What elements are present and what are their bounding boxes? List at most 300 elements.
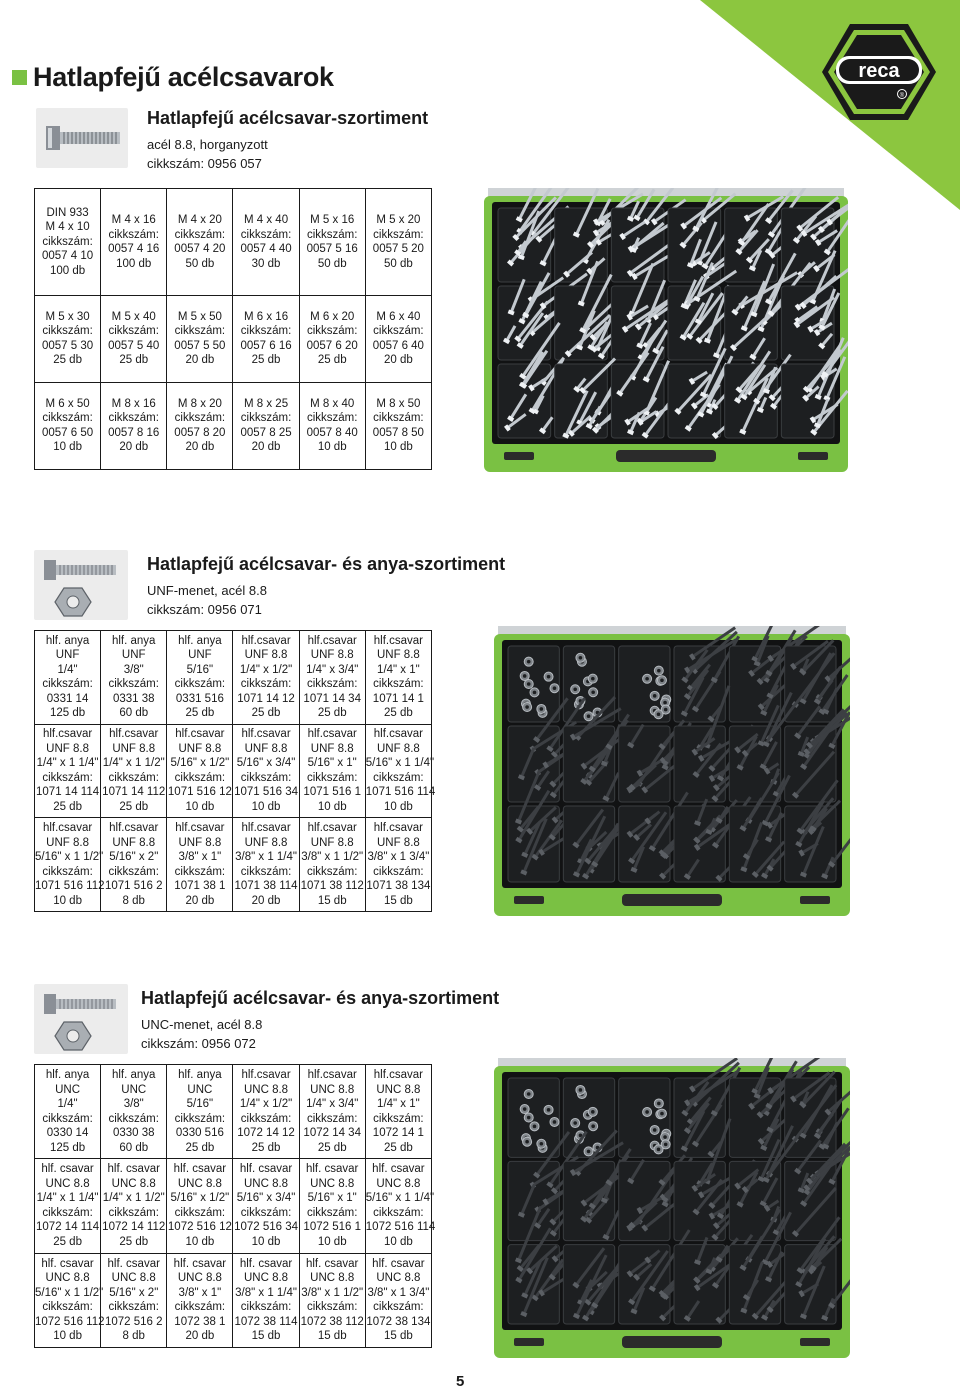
cell-line: 1071 14 112 [102,786,166,799]
cell-line: 25 db [251,354,281,367]
cell-line: 20 db [185,894,215,907]
case-latch [800,896,830,904]
table-cell [365,296,431,383]
cell-line: cikkszám: [42,1301,93,1314]
cell-line: 1072 516 12 [167,1221,232,1234]
cell-line: 1/4" x 1/2" [239,663,293,676]
table-cell [35,1065,101,1159]
table-cell [35,296,101,383]
cell-line: UNF 8.8 [310,836,354,849]
cell-line: cikkszám: [174,1112,226,1125]
cell-line: hlf. csavar [372,1163,425,1176]
cell-line: 10 db [317,441,347,454]
cell-line: 25 db [53,354,82,367]
cell-line: cikkszám: [306,228,358,241]
cell-line: hlf. anya [111,634,156,647]
cell-line: 10 db [384,441,413,454]
cell-line: 1071 38 1 [174,880,226,893]
table-cell [101,296,167,383]
cell-line: 20 db [251,894,281,907]
table-row [35,1065,432,1159]
cell-line: cikkszám: [373,678,424,691]
table-cell [299,1159,365,1253]
table-cell [365,1159,436,1253]
cell-line: 0057 6 40 [372,339,424,352]
cell-line: cikkszám: [108,1206,159,1219]
cell-line: hlf. csavar [372,1257,425,1270]
cell-line: cikkszám: [306,771,358,784]
cell-line: UNC 8.8 [243,1272,289,1285]
cell-line: 5/16" x 1 1/4" [365,757,435,770]
cell-line: 125 db [49,707,86,720]
table-cell [101,631,167,725]
cell-line: 25 db [251,707,281,720]
cell-line: cikkszám: [108,678,159,691]
cell-line: M 5 x 50 [177,310,222,323]
cell-line: 1071 38 112 [300,880,364,893]
cell-line: 60 db [119,707,149,720]
cell-line: hlf. csavar [305,1257,359,1270]
cell-line: hlf.csavar [109,822,159,835]
cell-line: 1/4" x 3/4" [306,663,359,676]
table-cell [365,1253,431,1347]
cell-line: hlf.csavar [307,822,357,835]
cell-line: M 6 x 16 [243,310,289,323]
assortment-case-1-image [484,188,848,472]
cell-line: UNF 8.8 [376,836,420,849]
case-latch [514,1338,544,1346]
cell-line: UNF 8.8 [46,836,89,849]
cell-line: UNC [55,1083,81,1096]
cell-line: 1071 14 114 [36,786,100,799]
cell-line: 25 db [53,800,82,813]
cell-line: 10 db [53,894,82,907]
cell-line: 30 db [251,257,281,270]
cell-line: UNF 8.8 [310,649,354,662]
cell-line: 25 db [53,1235,82,1248]
cell-line: 1/4" x 1 1/4" [36,1192,99,1205]
case-latch [798,452,828,460]
cell-line: cikkszám: [240,1301,292,1314]
cell-line: UNC [187,1083,213,1096]
cell-line: 25 db [317,707,347,720]
case-compartment [508,1078,559,1157]
table-cell [233,189,299,296]
section-1-header [147,108,428,173]
table-row [35,1159,432,1253]
cell-line: cikkszám: [373,1301,424,1314]
reca-logo-text: reca [858,60,900,82]
cell-line: UNC [121,1083,147,1096]
assortment-case-3-image [494,1058,850,1358]
registered-mark: ® [899,93,905,99]
cell-line: hlf.csavar [241,1069,291,1082]
cell-line: UNF 8.8 [244,742,288,755]
cell-line: 5/16" x 1/2" [170,1192,230,1205]
table-cell [299,631,365,725]
cell-line: 0330 38 [112,1127,155,1140]
cell-line: cikkszám: [42,1206,93,1219]
cell-line: UNC 8.8 [310,1177,355,1190]
cell-line: cikkszám: [108,1112,159,1125]
cell-line: 1072 38 1 [174,1315,226,1328]
cell-line: 1/4" [57,1098,78,1111]
cell-line: 10 db [185,1235,215,1248]
cell-line: 5/16" x 2" [109,851,159,864]
cell-line: cikkszám: [240,678,292,691]
table-cell [365,1065,431,1159]
cell-line: cikkszám: [306,1206,358,1219]
cell-line: UNF [188,649,212,662]
table-cell [365,818,431,912]
cell-line: 20 db [185,441,215,454]
cell-line: cikkszám: [240,771,292,784]
cell-line: M 5 x 40 [111,310,156,323]
case-handle [616,450,716,462]
cell-line: UNF 8.8 [112,742,156,755]
cell-line: 1/4" x 3/4" [306,1098,359,1111]
cell-line: UNF [121,649,146,662]
cell-line: 0057 4 20 [174,243,226,255]
cell-line: 0057 4 16 [108,243,160,255]
section-1-article-number: cikkszám: 0956 057 [147,156,262,171]
cell-line: hlf. csavar [305,1163,359,1176]
cell-line: 10 db [251,1235,281,1248]
cell-line: UNF 8.8 [46,742,89,755]
table-cell [35,1253,105,1347]
cell-line: cikkszám: [174,412,226,425]
cell-line: hlf.csavar [241,634,291,647]
cell-line: 0057 5 16 [306,243,358,255]
cell-line: cikkszám: [108,228,159,241]
cell-line: 10 db [251,800,281,813]
cell-line: 20 db [384,354,413,367]
table-cell [35,818,105,912]
cell-line: 5/16" x 1" [307,757,357,770]
case-compartment [508,646,559,722]
cell-line: M 6 x 20 [310,310,355,323]
table-cell [299,189,365,296]
cell-line: 15 db [384,1330,413,1343]
cell-line: hlf.csavar [373,822,423,835]
cell-line: 25 db [185,1141,215,1154]
cell-line: hlf. csavar [239,1163,293,1176]
cell-line: 1072 516 34 [234,1221,299,1234]
cell-line: 25 db [119,354,149,367]
section-2-thread: UNF-menet, acél 8.8 [147,583,267,598]
cell-line: 1071 14 1 [372,692,424,705]
cell-line: hlf. csavar [173,1163,227,1176]
table-cell [233,818,299,912]
cell-line: 5/16" x 1" [307,1192,357,1205]
cell-line: 25 db [119,1235,149,1248]
cell-line: 25 db [317,1141,347,1154]
cell-line: UNF 8.8 [244,836,288,849]
cell-line: 5/16" x 2" [109,1286,159,1299]
cell-line: 10 db [317,1235,347,1248]
cell-line: 1071 516 1 [303,786,361,799]
cell-line: 0331 38 [112,692,155,705]
cell-line: 1071 38 134 [366,880,431,893]
cell-line: 25 db [251,1141,281,1154]
cell-line: cikkszám: [240,1206,292,1219]
cell-line: UNC 8.8 [111,1272,156,1285]
cell-line: 3/8" x 1 1/2" [301,851,364,864]
cell-line: UNF 8.8 [178,742,222,755]
cell-line: 25 db [384,707,413,720]
section-1-material: acél 8.8, horganyzott [147,137,268,152]
cell-line: 0057 4 10 [41,250,94,263]
cell-line: hlf.csavar [241,728,291,741]
cell-line: cikkszám: [174,865,226,878]
table-row [35,189,432,296]
cell-line: hlf.csavar [373,1069,423,1082]
cell-line: 50 db [185,257,215,270]
cell-line: 15 db [251,1330,281,1343]
cell-line: M 6 x 50 [45,397,90,410]
case-compartment [563,1078,614,1157]
cell-line: 1/4" x 1 1/2" [102,757,165,770]
cell-line: cikkszám: [108,865,159,878]
table-cell [233,1159,299,1253]
cell-line: 25 db [384,1141,413,1154]
cell-line: M 8 x 20 [177,397,222,410]
cell-line: cikkszám: [373,325,424,338]
cell-line: 60 db [119,1141,149,1154]
cell-line: UNC 8.8 [376,1083,421,1096]
cell-line: UNF 8.8 [112,836,156,849]
cell-line: 1072 38 114 [234,1315,298,1328]
cell-line: 1/4" x 1 1/2" [102,1192,165,1205]
cell-line: 3/8" x 1 3/4" [367,1286,430,1299]
cell-line: cikkszám: [240,325,292,338]
cell-line: hlf.csavar [42,822,93,835]
cell-line: cikkszám: [373,228,424,241]
cell-line: 5/16" x 1 1/4" [365,1192,435,1205]
table-cell [167,382,233,469]
cell-line: M 5 x 20 [376,214,421,226]
cell-line: M 4 x 20 [177,214,222,226]
cell-line: hlf. anya [45,634,90,647]
cell-line: 10 db [384,800,413,813]
cell-line: 10 db [317,800,347,813]
table-cell [299,724,365,818]
table-cell [299,296,365,383]
cell-line: 5/16" x 1 1/2" [35,851,104,864]
table-row [35,1253,432,1347]
cell-line: DIN 933 [46,206,89,219]
table-cell [167,1065,233,1159]
table-cell [101,189,167,296]
table-cell [101,1253,167,1347]
cell-line: hlf. csavar [41,1163,94,1176]
cell-line: 3/8" x 1" [178,851,222,864]
table-row [35,818,432,912]
cell-line: cikkszám: [174,1206,226,1219]
cell-line: cikkszám: [42,771,93,784]
cell-line: 20 db [119,441,149,454]
case-latch [800,1338,830,1346]
cell-line: UNF 8.8 [376,742,420,755]
cell-line: cikkszám: [42,1112,93,1125]
cell-line: M 4 x 16 [111,214,156,226]
cell-line: UNC 8.8 [243,1177,289,1190]
cell-line: 0057 8 40 [306,426,358,439]
reca-logo [820,22,938,122]
case-handle [622,894,722,906]
section-1-heading: Hatlapfejű acélcsavar-szortiment [147,108,429,128]
cell-line: 0057 5 40 [108,339,160,352]
cell-line: hlf. anya [178,634,222,647]
cell-line: 100 db [49,264,86,277]
section-2-article-number: cikkszám: 0956 071 [147,602,262,617]
cell-line: 5/16" x 1 1/2" [35,1286,104,1299]
cell-line: hlf. anya [111,1069,156,1082]
section-3-article-number: cikkszám: 0956 072 [141,1036,256,1051]
table-cell [167,1159,233,1253]
cell-line: cikkszám: [174,771,226,784]
cell-line: 50 db [384,257,413,270]
cell-line: 1072 516 2 [104,1315,163,1328]
cell-line: 1/4" x 1" [377,663,420,676]
cell-line: hlf.csavar [307,728,357,741]
cell-line: 0331 516 [175,692,224,705]
cell-line: UNC 8.8 [310,1083,355,1096]
cell-line: 1/4" [57,663,78,676]
bolt-and-nut-thumbnail-2 [34,984,128,1054]
assortment-case-2-image [494,626,850,916]
table-cell [299,1253,365,1347]
cell-line: cikkszám: [240,412,292,425]
cell-line: UNC 8.8 [177,1272,222,1285]
cell-line: cikkszám: [174,1301,226,1314]
cell-line: hlf.csavar [109,728,159,741]
cell-line: hlf. csavar [107,1257,160,1270]
table-cell [167,1253,233,1347]
table-cell [365,631,431,725]
cell-line: 1072 14 12 [237,1127,295,1140]
cell-line: hlf. csavar [239,1257,293,1270]
table-cell [167,189,233,296]
cell-line: hlf. csavar [41,1257,94,1270]
cell-line: 3/8" x 1 1/2" [301,1286,364,1299]
table-cell [233,1065,299,1159]
page-title [12,62,334,93]
table-cell [101,818,167,912]
cell-line: cikkszám: [306,865,358,878]
cell-line: 1072 14 1 [372,1127,424,1140]
cell-line: 10 db [185,800,215,813]
cell-line: UNF 8.8 [376,649,420,662]
case-compartment [619,646,671,722]
cell-line: cikkszám: [240,865,292,878]
section-3-heading: Hatlapfejű acélcsavar- és anya-szortiment [141,988,500,1008]
case-latch [514,896,544,904]
cell-line: 8 db [122,1330,145,1343]
cell-line: UNC 8.8 [243,1083,289,1096]
cell-line: 5/16" [186,1098,214,1111]
table-cell [365,382,431,469]
cell-line: 0057 8 50 [372,426,424,439]
table-cell [167,724,233,818]
cell-line: cikkszám: [373,1206,424,1219]
section-3-table [34,1064,436,1348]
cell-line: 1/4" x 1/2" [239,1098,293,1111]
cell-line: 5/16" x 3/4" [236,1192,296,1205]
cell-line: 3/8" x 1 1/4" [235,1286,297,1299]
cell-line: UNF 8.8 [178,836,222,849]
table-cell [167,296,233,383]
cell-line: cikkszám: [306,412,358,425]
cell-line: 3/8" x 1" [178,1286,222,1299]
cell-line: cikkszám: [306,678,358,691]
cell-line: 1072 516 112 [35,1315,105,1328]
bolt-and-nut-thumbnail [34,550,128,620]
table-cell [233,631,299,725]
cell-line: UNC 8.8 [45,1272,90,1285]
cell-line: 3/8" [123,663,144,676]
cell-line: 25 db [185,707,215,720]
cell-line: cikkszám: [240,228,292,241]
cell-line: 1072 516 114 [365,1221,436,1234]
cell-line: UNF 8.8 [310,742,354,755]
cell-line: 0057 6 16 [240,339,292,352]
cell-line: 0057 5 50 [174,339,226,352]
case-compartment [563,646,614,722]
cell-line: cikkszám: [42,678,93,691]
cell-line: hlf.csavar [373,728,423,741]
cell-line: 1071 38 114 [234,880,298,893]
cell-line: cikkszám: [42,865,93,878]
cell-line: UNC 8.8 [376,1272,421,1285]
cell-line: cikkszám: [42,325,93,338]
section-2-header [147,554,505,619]
cell-line: UNC 8.8 [177,1177,222,1190]
cell-line: hlf.csavar [241,822,291,835]
table-cell [35,1159,101,1253]
cell-line: 0057 8 20 [174,426,226,439]
cell-line: 0057 8 16 [108,426,160,439]
cell-line: cikkszám: [306,325,358,338]
cell-line: M 5 x 16 [310,214,355,226]
cell-line: M 5 x 30 [45,310,90,323]
cell-line: M 8 x 25 [243,397,289,410]
cell-line: 0331 14 [46,692,89,705]
cell-line: cikkszám: [306,1112,358,1125]
table-cell [299,382,365,469]
table-cell [365,724,436,818]
table-cell [101,382,167,469]
table-cell [365,189,431,296]
cell-line: hlf. anya [45,1069,90,1082]
cell-line: cikkszám: [42,412,93,425]
cell-line: cikkszám: [108,771,159,784]
case-handle [622,1336,722,1348]
cell-line: 15 db [317,894,347,907]
cell-line: hlf.csavar [175,822,225,835]
cell-line: 20 db [185,1330,215,1343]
cell-line: 0057 5 20 [372,243,424,255]
cell-line: 125 db [49,1141,86,1154]
cell-line: 1071 516 2 [104,880,163,893]
section-3-header [141,988,499,1053]
section-3-thread: UNC-menet, acél 8.8 [141,1017,263,1032]
cell-line: UNC 8.8 [376,1177,421,1190]
cell-line: 0057 6 50 [41,426,94,439]
table-cell [167,818,233,912]
cell-line: hlf.csavar [373,634,423,647]
cell-line: cikkszám: [108,412,159,425]
